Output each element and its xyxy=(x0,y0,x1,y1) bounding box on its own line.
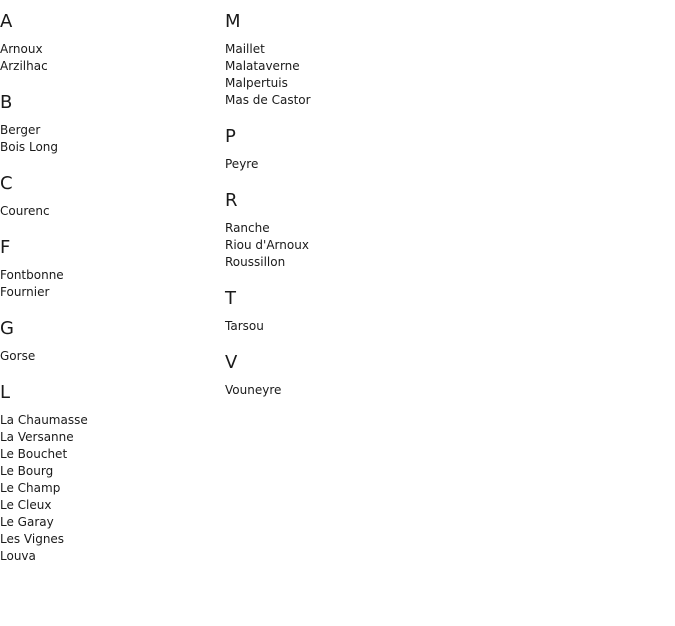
list-item xyxy=(0,122,220,139)
list-item xyxy=(0,548,220,565)
list-item xyxy=(225,58,445,75)
list-item xyxy=(0,203,220,220)
place-link[interactable]: Maillet xyxy=(225,42,265,56)
index-column-right xyxy=(225,0,445,399)
word-list xyxy=(225,318,445,335)
word-list xyxy=(0,41,220,75)
list-item xyxy=(225,254,445,271)
place-link[interactable]: Bois Long xyxy=(0,140,59,154)
place-link[interactable]: Tarsou xyxy=(225,319,264,333)
list-item xyxy=(0,58,220,75)
letter-group-g xyxy=(0,318,220,365)
word-list xyxy=(225,41,445,109)
list-item xyxy=(225,92,445,109)
place-link[interactable]: Malataverne xyxy=(225,59,300,73)
place-link[interactable]: Le Bourg xyxy=(0,464,54,478)
letter-group-r xyxy=(225,190,445,271)
letter-heading: F xyxy=(0,237,11,258)
list-item xyxy=(0,463,220,480)
list-item xyxy=(0,348,220,365)
word-list xyxy=(0,412,220,565)
word-list xyxy=(0,122,220,156)
letter-heading: L xyxy=(0,382,11,403)
place-link[interactable]: Mas de Castor xyxy=(225,93,311,107)
list-item xyxy=(225,318,445,335)
letter-group-t xyxy=(225,288,445,335)
list-item xyxy=(225,237,445,254)
list-item xyxy=(0,41,220,58)
place-link[interactable]: Malpertuis xyxy=(225,76,288,90)
list-item xyxy=(0,514,220,531)
place-link[interactable]: Fontbonne xyxy=(0,268,64,282)
letter-heading: T xyxy=(225,288,236,309)
list-item xyxy=(0,284,220,301)
letter-group-m xyxy=(225,11,445,109)
place-link[interactable]: Arnoux xyxy=(0,42,43,56)
list-item xyxy=(225,156,445,173)
place-link[interactable]: Courenc xyxy=(0,204,50,218)
place-link[interactable]: Arzilhac xyxy=(0,59,48,73)
place-link[interactable]: Le Bouchet xyxy=(0,447,68,461)
letter-group-a xyxy=(0,11,220,75)
place-link[interactable]: Peyre xyxy=(225,157,259,171)
word-list xyxy=(225,220,445,271)
place-link[interactable]: Ranche xyxy=(225,221,270,235)
letter-heading: B xyxy=(0,92,13,113)
list-item xyxy=(0,480,220,497)
letter-heading: V xyxy=(225,352,238,373)
place-link[interactable]: Les Vignes xyxy=(0,532,65,546)
word-list xyxy=(225,156,445,173)
place-link[interactable]: Riou d'Arnoux xyxy=(225,238,309,252)
place-link[interactable]: Le Garay xyxy=(0,515,54,529)
place-link[interactable]: Berger xyxy=(0,123,41,137)
letter-heading: C xyxy=(0,173,13,194)
place-link[interactable]: Fournier xyxy=(0,285,50,299)
place-link[interactable]: La Versanne xyxy=(0,430,74,444)
letter-heading: G xyxy=(0,318,14,339)
letter-group-p xyxy=(225,126,445,173)
place-link[interactable]: Vouneyre xyxy=(225,383,282,397)
list-item xyxy=(0,531,220,548)
list-item xyxy=(0,446,220,463)
list-item xyxy=(0,497,220,514)
letter-group-l xyxy=(0,382,220,565)
place-link[interactable]: Le Champ xyxy=(0,481,61,495)
place-link[interactable]: Le Cleux xyxy=(0,498,52,512)
word-list xyxy=(0,348,220,365)
letter-group-v xyxy=(225,352,445,399)
list-item xyxy=(0,267,220,284)
index-column-left xyxy=(0,0,220,565)
place-link[interactable]: La Chaumasse xyxy=(0,413,88,427)
list-item xyxy=(225,75,445,92)
word-list xyxy=(0,203,220,220)
place-link[interactable]: Gorse xyxy=(0,349,36,363)
word-list xyxy=(0,267,220,301)
letter-heading: M xyxy=(225,11,241,32)
letter-group-f xyxy=(0,237,220,301)
list-item xyxy=(225,41,445,58)
list-item xyxy=(225,220,445,237)
letter-group-b xyxy=(0,92,220,156)
place-link[interactable]: Louva xyxy=(0,549,36,563)
word-list xyxy=(225,382,445,399)
letter-group-c xyxy=(0,173,220,220)
list-item xyxy=(0,412,220,429)
list-item xyxy=(0,429,220,446)
list-item xyxy=(0,139,220,156)
letter-heading: A xyxy=(0,11,13,32)
letter-heading: P xyxy=(225,126,236,147)
letter-heading: R xyxy=(225,190,238,211)
place-link[interactable]: Roussillon xyxy=(225,255,286,269)
list-item xyxy=(225,382,445,399)
